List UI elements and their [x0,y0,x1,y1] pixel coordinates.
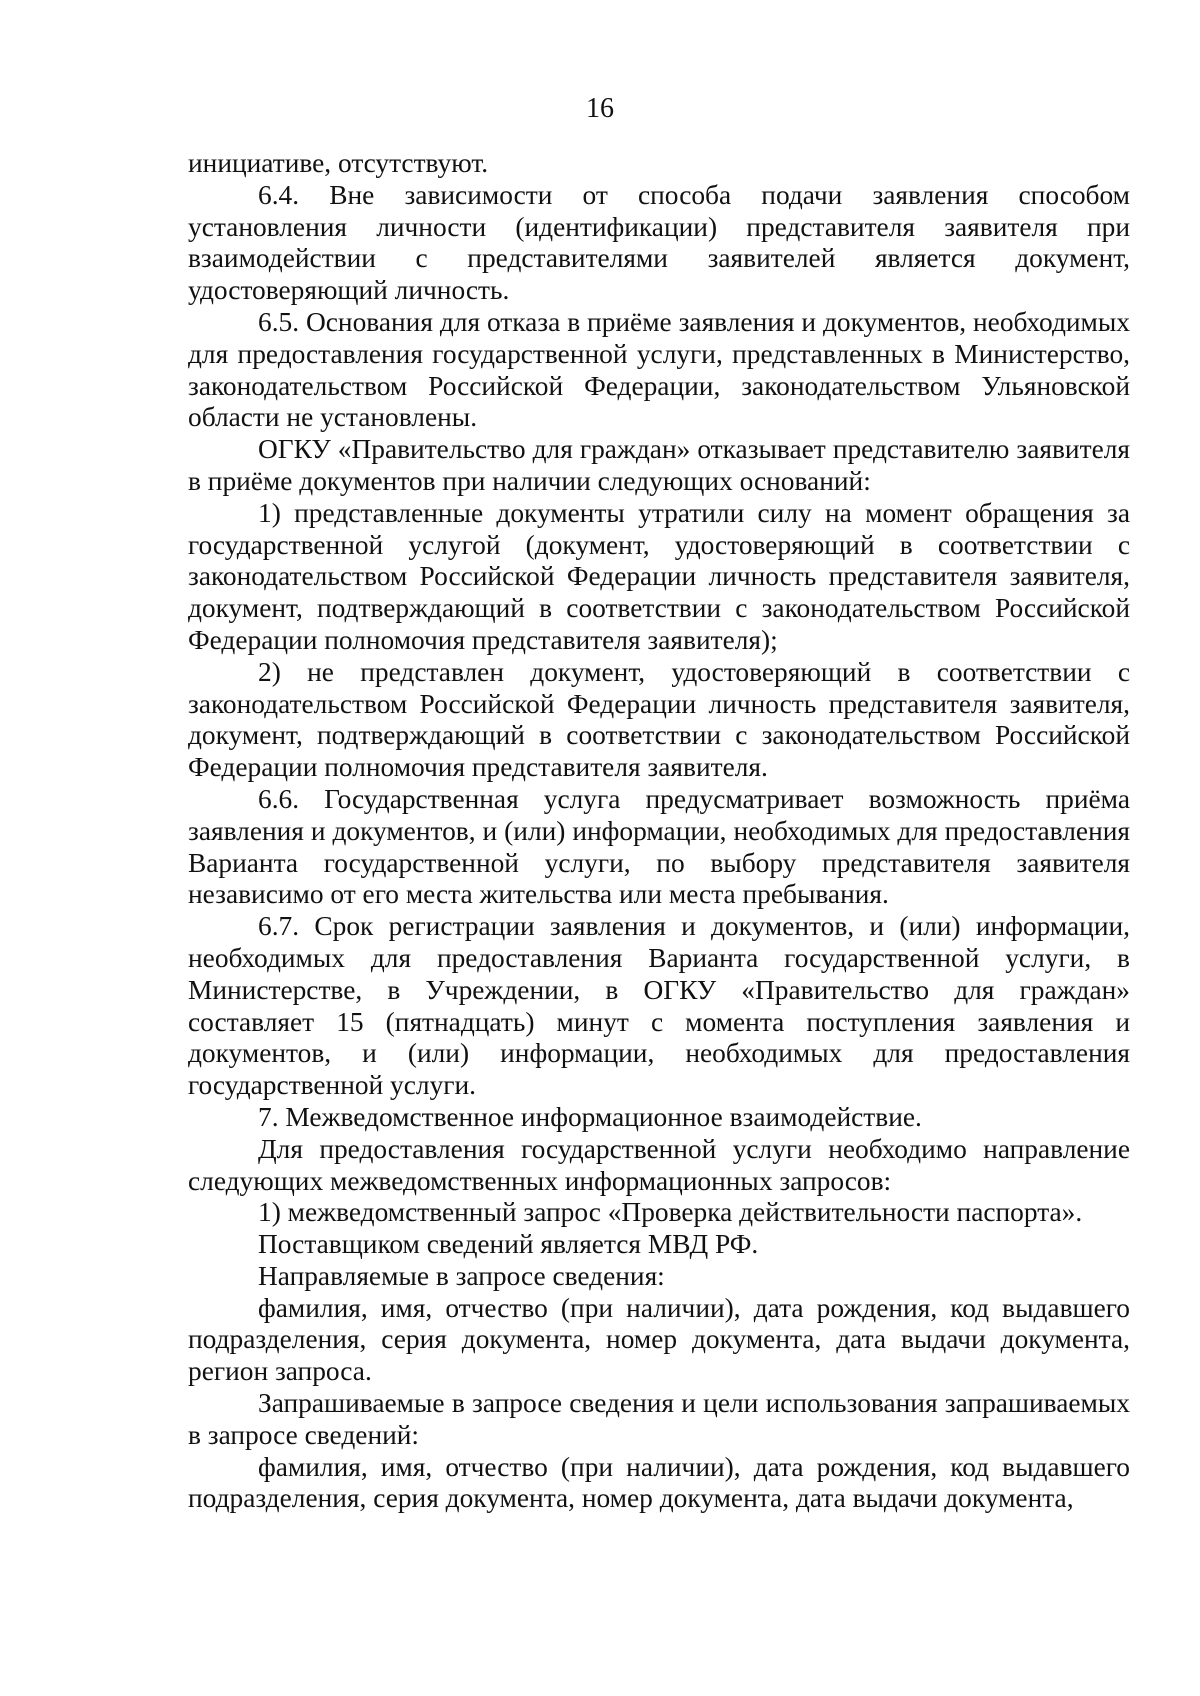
paragraph-ogku-refusal: ОГКУ «Правительство для граждан» отказывает представителю заявителя в приёме документов при наличии следующих оснований: [188,434,1130,496]
list-item-refusal-1: 1) представленные документы утратили силу на момент обращения за государственной услугой (документ, удостоверяющий в соответствии с законодательством Российской Федерации личность представителя заявителя, документ, подтверждающий в соответствии с законодательством Российской Федерации полномочия представителя заявителя); [188,497,1130,655]
paragraph-requested-info: фамилия, имя, отчество (при наличии), дата рождения, код выдавшего подразделения, серия документа, номер документа, дата выдачи документа, [188,1451,1130,1514]
paragraph-sent-info: фамилия, имя, отчество (при наличии), дата рождения, код выдавшего подразделения, серия документа, номер документа, дата выдачи документа, регион запроса. [188,1292,1130,1387]
paragraph-sent-info-label: Направляемые в запросе сведения: [258,1260,665,1291]
paragraph-6-6: 6.6. Государственная услуга предусматривает возможность приёма заявления и документов, и (или) информации, необходимых для предоставления Варианта государственной услуги, по выбору представителя заявителя независимо от его места жительства или места пребывания. [188,783,1130,910]
paragraph-provider: Поставщиком сведений является МВД РФ. [258,1229,759,1260]
section-heading-7: 7. Межведомственное информационное взаимодействие. [258,1101,922,1132]
paragraph-requested-info-label: Запрашиваемые в запросе сведения и цели использования запрашиваемых в запросе сведений: [188,1388,1130,1450]
paragraph-6-5: 6.5. Основания для отказа в приёме заявления и документов, необходимых для предоставления государственной услуги, представленных в Министерство, законодательством Российской Федерации, законодательством Ульяновской области не установлены. [188,306,1130,433]
list-item-refusal-2: 2) не представлен документ, удостоверяющий в соответствии с законодательством Российской Федерации личность представителя заявителя, документ, подтверждающий в соответствии с законодательством Российской Федерации полномочия представителя заявителя. [188,656,1130,783]
document-body [188,148,1130,1515]
paragraph-continuation: инициативе, отсутствуют. [188,148,489,178]
list-item-request-1: 1) межведомственный запрос «Проверка действительности паспорта». [258,1197,1083,1228]
page-number: 16 [586,93,614,124]
paragraph-6-7: 6.7. Срок регистрации заявления и документов, и (или) информации, необходимых для предоставления Варианта государственной услуги, в Министерстве, в Учреждении, в ОГКУ «Правительство для граждан» составляет 15 (пятнадцать) минут с момента поступления заявления и документов, и (или) информации, необходимых для предоставления государственной услуги. [188,911,1130,1101]
paragraph-interagency-requests: Для предоставления государственной услуги необходимо направление следующих межведомственных информационных запросов: [188,1133,1130,1196]
paragraph-6-4: 6.4. Вне зависимости от способа подачи заявления способом установления личности (идентификации) представителя заявителя при взаимодействии с представителями заявителей является документ, удостоверяющий личность. [188,179,1130,306]
